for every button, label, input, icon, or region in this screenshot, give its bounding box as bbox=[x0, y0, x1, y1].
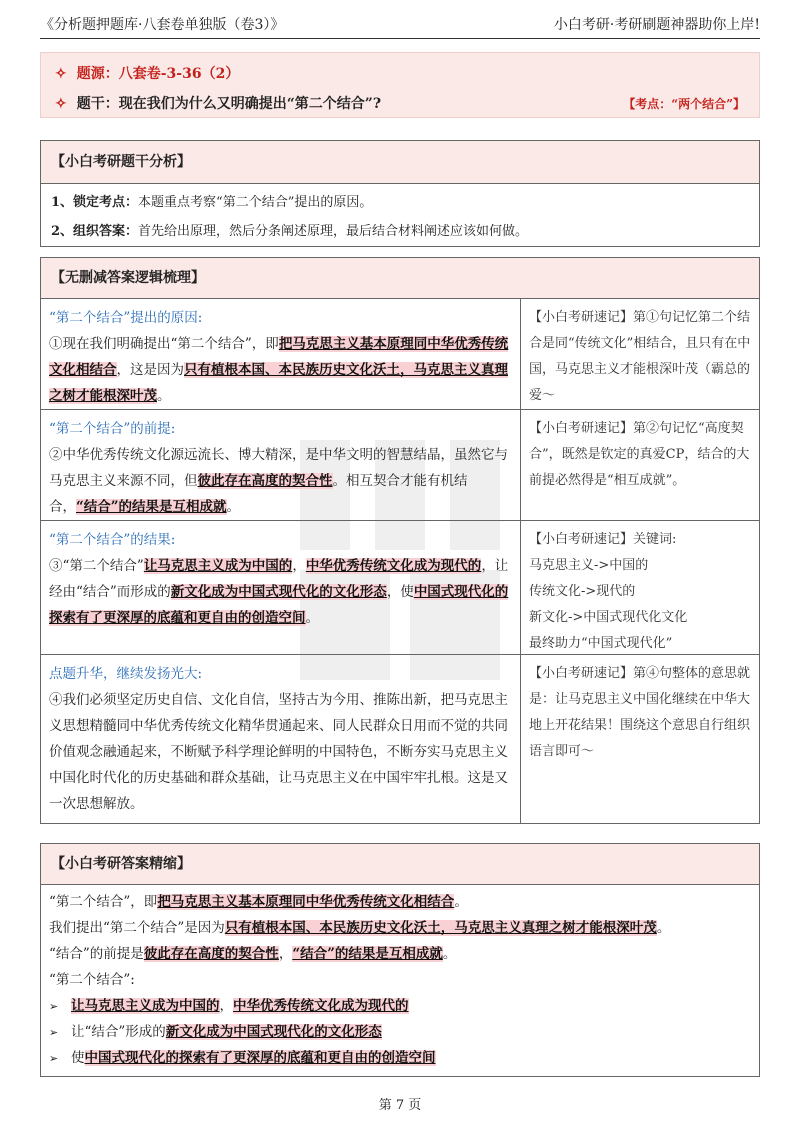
summary-text: “第二个结合”: bbox=[49, 972, 135, 988]
diamond-icon: ✧ bbox=[55, 96, 67, 112]
summary-bullet-item bbox=[41, 1045, 759, 1071]
question-source-panel bbox=[40, 52, 760, 118]
logic-panel bbox=[40, 257, 760, 824]
answer-text: ①现在我们明确提出“第二个结合”，即 bbox=[49, 336, 279, 352]
highlight-text: 把马克思主义基本原理同中华优秀传统文化相结合 bbox=[157, 894, 455, 910]
analysis-heading: 【小白考研题干分析】 bbox=[41, 141, 759, 184]
summary-text: “结合”的前提是 bbox=[49, 946, 144, 962]
highlight-text: 中国式现代化的探索有了更深厚的底蕴和更自由的创造空间 bbox=[49, 584, 509, 626]
summary-text: ， bbox=[219, 998, 233, 1014]
highlight-text: 彼此存在高度的契合性 bbox=[197, 473, 333, 489]
answer-text: 。 bbox=[226, 499, 241, 515]
question-line bbox=[55, 93, 381, 113]
answer-text: ④我们必须坚定历史自信、文化自信，坚持古为今用、推陈出新，把马克思主义思想精髓同中华优秀传统文化精华贯通起来、同人民群众日用而不觉的共同价值观念融通起来，不断赋予科学理论鲜明的中国特色，不断夯实马克思主义中国化时代化的历史基础和群众基础，让马克思主义在中国牢牢扎根。这是又一次思想解放。 bbox=[49, 692, 508, 812]
highlight-text: 新文化成为中国式现代化的文化形态 bbox=[165, 1024, 382, 1040]
memo-cell: 【小白考研速记】第①句记忆第二个结合是同“传统文化”相结合，且只有在中国，马克思主义才能根深叶茂（霸总的爱～ bbox=[529, 310, 751, 403]
summary-text: “第二个结合”，即 bbox=[49, 894, 158, 910]
answer-text: ②中华优秀传统文化源远流长、博大精深，是中华文明的智慧结晶，虽然它与马克思主义来源不同，但 bbox=[49, 447, 508, 489]
highlight-text: 彼此存在高度的契合性 bbox=[143, 946, 279, 962]
memo-cell bbox=[521, 521, 759, 655]
summary-bullet-item bbox=[41, 1019, 759, 1045]
logic-heading: 【无删减答案逻辑梳理】 bbox=[41, 258, 759, 299]
logic-row bbox=[41, 298, 759, 410]
row-title: “第二个结合”提出的原因: bbox=[49, 310, 203, 326]
summary-text: 让“结合”形成的 bbox=[71, 1024, 166, 1040]
logic-row bbox=[41, 654, 759, 823]
source-line bbox=[55, 63, 239, 83]
summary-text: ， bbox=[278, 946, 293, 962]
memo-keyword: 传统文化->现代的 bbox=[529, 584, 636, 599]
row-title: “第二个结合”的前提: bbox=[49, 421, 176, 437]
memo-keyword: 马克思主义->中国的 bbox=[529, 558, 649, 573]
analysis-label-2: 2、组织答案： bbox=[51, 224, 139, 239]
analysis-line-2 bbox=[41, 217, 759, 246]
analysis-text-2: 首先给出原理，然后分条阐述原理，最后结合材料阐述应该如何做。 bbox=[138, 224, 529, 239]
answer-text: ，让经由“结合”而形成的 bbox=[49, 558, 509, 600]
header-doc-title: 《分析题押题库·八套卷单独版（卷3）》 bbox=[40, 17, 285, 33]
summary-heading: 【小白考研答案精缩】 bbox=[41, 844, 759, 885]
row-title: “第二个结合”的结果: bbox=[49, 532, 176, 548]
highlight-text: 把马克思主义基本原理同中华优秀传统文化相结合 bbox=[49, 336, 509, 378]
logic-answer-cell bbox=[41, 299, 521, 410]
memo-cell: 【小白考研速记】第②句记忆“高度契合”，既然是钦定的真爱CP，结合的大前提必然得是“相互成就”。 bbox=[529, 421, 750, 488]
logic-row bbox=[41, 520, 759, 655]
analysis-label-1: 1、锁定考点： bbox=[51, 195, 139, 210]
highlight-text: 中华优秀传统文化成为现代的 bbox=[233, 998, 409, 1014]
topic-tag: 【考点：“两个结合”】 bbox=[623, 97, 745, 111]
answer-text: 。 bbox=[305, 610, 319, 626]
header-slogan: 小白考研·考研刷题神器助你上岸! bbox=[553, 17, 760, 33]
summary-line bbox=[41, 967, 759, 993]
summary-text: 。 bbox=[656, 920, 671, 936]
answer-text: ③“第二个结合” bbox=[49, 558, 144, 574]
memo-keyword: 新文化->中国式现代化文化 bbox=[529, 610, 688, 625]
summary-text: 使 bbox=[71, 1050, 85, 1066]
highlight-text: “结合”的结果是互相成就 bbox=[292, 946, 443, 962]
answer-text: ，使 bbox=[386, 584, 414, 600]
arrow-bullet-icon: ➢ bbox=[49, 1026, 59, 1039]
highlight-text: 只有植根本国、本民族历史文化沃土，马克思主义真理之树才能根深叶茂 bbox=[49, 362, 508, 404]
row-title: 点题升华，继续发扬光大: bbox=[49, 666, 203, 682]
logic-answer-cell bbox=[41, 655, 521, 823]
answer-text: ，这是因为 bbox=[116, 362, 184, 378]
header-divider bbox=[40, 38, 760, 39]
highlight-text: 只有植根本国、本民族历史文化沃土，马克思主义真理之树才能根深叶茂 bbox=[224, 920, 657, 936]
answer-text: ， bbox=[292, 558, 306, 574]
summary-line bbox=[41, 889, 759, 915]
logic-row bbox=[41, 409, 759, 521]
page-number: 第 7 页 bbox=[378, 1098, 422, 1113]
logic-answer-cell bbox=[41, 521, 521, 655]
question-text: 题干：现在我们为什么又明确提出“第二个结合”? bbox=[76, 96, 382, 112]
logic-answer-cell bbox=[41, 410, 521, 521]
arrow-bullet-icon: ➢ bbox=[49, 1000, 59, 1013]
page-header bbox=[40, 14, 760, 36]
arrow-bullet-icon: ➢ bbox=[49, 1052, 59, 1065]
memo-keyword: 最终助力“中国式现代化” bbox=[529, 636, 673, 651]
analysis-panel bbox=[40, 140, 760, 247]
summary-text: 。 bbox=[454, 894, 468, 910]
highlight-text: 中国式现代化的探索有了更深厚的底蕴和更自由的创造空间 bbox=[84, 1050, 436, 1066]
analysis-text-1: 本题重点考察“第二个结合”提出的原因。 bbox=[138, 195, 373, 210]
summary-bullet-item bbox=[41, 993, 759, 1019]
summary-line bbox=[41, 915, 759, 941]
answer-text: 。相互契合才能有机结合， bbox=[49, 473, 468, 515]
memo-heading: 【小白考研速记】关键词: bbox=[529, 532, 677, 547]
analysis-line-1 bbox=[41, 188, 759, 217]
summary-panel bbox=[40, 843, 760, 1077]
highlight-text: “结合”的结果是互相成就 bbox=[76, 499, 227, 515]
highlight-text: 让马克思主义成为中国的 bbox=[143, 558, 293, 574]
summary-text: 。 bbox=[442, 946, 457, 962]
memo-cell: 【小白考研速记】第④句整体的意思就是：让马克思主义中国化继续在中华大地上开花结果！围绕这个意思自行组织语言即可～ bbox=[529, 666, 751, 759]
highlight-text: 让马克思主义成为中国的 bbox=[71, 998, 220, 1014]
answer-text: 。 bbox=[157, 388, 171, 404]
diamond-icon: ✧ bbox=[55, 66, 67, 82]
highlight-text: 新文化成为中国式现代化的文化形态 bbox=[170, 584, 387, 600]
summary-text: 我们提出“第二个结合”是因为 bbox=[49, 920, 225, 936]
highlight-text: 中华优秀传统文化成为现代的 bbox=[305, 558, 482, 574]
source-title: 题源：八套卷-3-36（2） bbox=[76, 66, 240, 82]
summary-line bbox=[41, 941, 759, 967]
